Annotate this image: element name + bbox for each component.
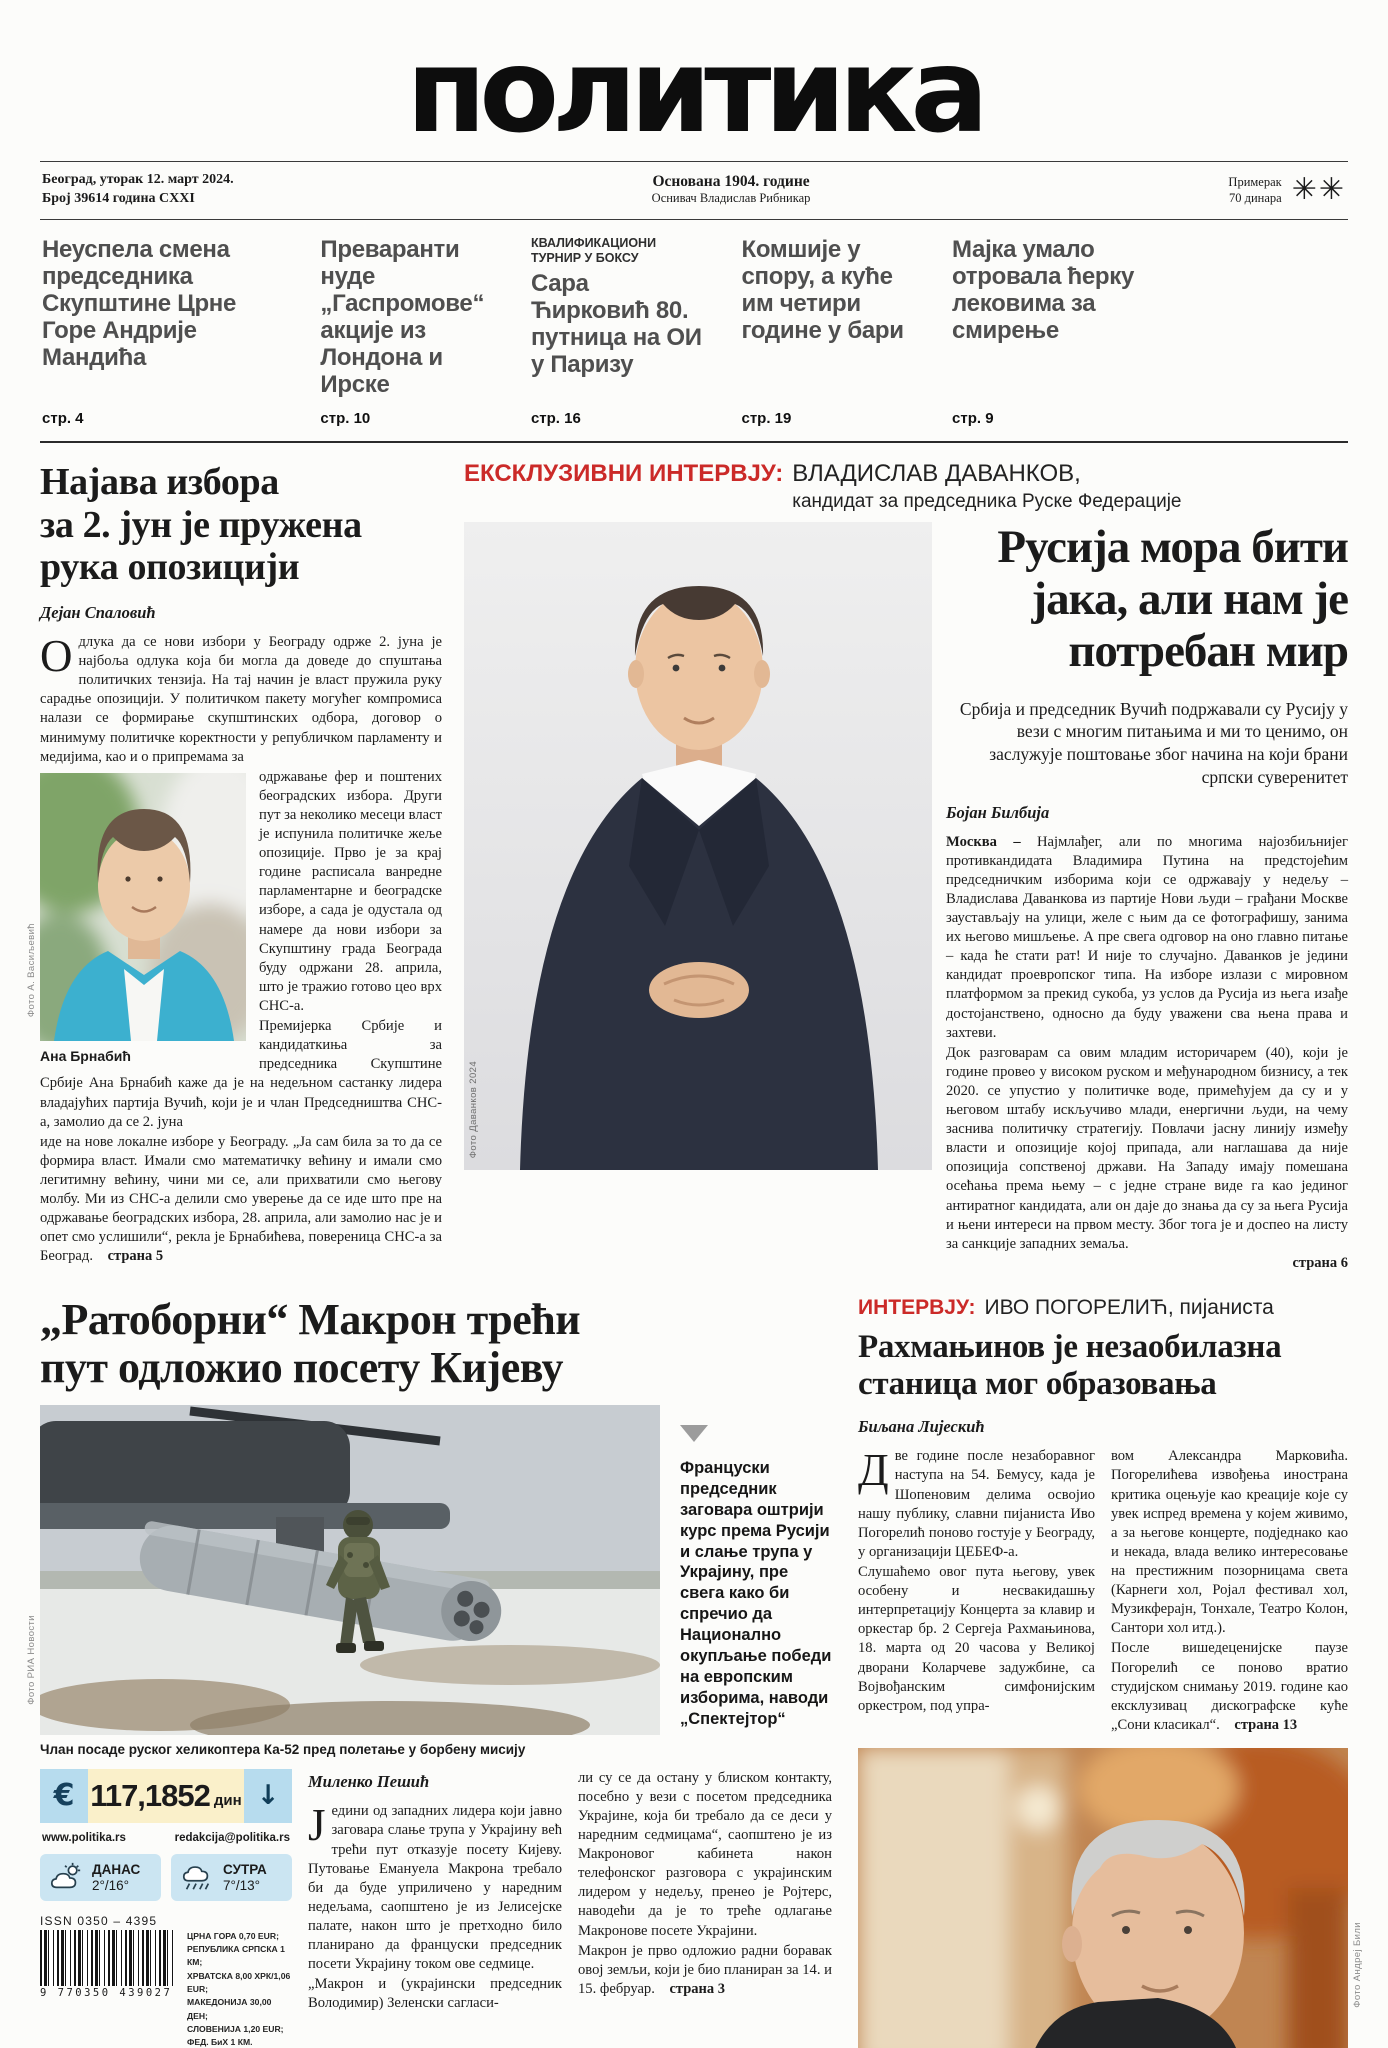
top-zone	[26, 460, 1349, 1272]
teaser-item	[42, 236, 288, 428]
teaser-title: Неуспела смена председника Скупштине Црне Горе Андрије Мандића	[42, 235, 237, 372]
column	[308, 1769, 562, 2048]
masthead-date: Београд, уторак 12. март 2024.	[42, 171, 234, 187]
article-pogorelic-byline: Биљана Лијескић	[858, 1417, 985, 1437]
davankov-illustration	[464, 522, 932, 1170]
email-link[interactable]: redakcija@politika.rs	[174, 1831, 290, 1844]
website-link[interactable]: www.politika.rs	[42, 1831, 126, 1844]
teaser-page-ref: стр. 4	[42, 410, 84, 428]
rain-cloud-icon	[180, 1862, 214, 1892]
photo-credit: Фото Даванков 2024	[468, 1061, 479, 1159]
teaser-item	[952, 236, 1152, 428]
weather-tomorrow	[171, 1854, 292, 1901]
article-macron-body	[308, 1769, 832, 2048]
photo-ana-brnabic-image	[40, 773, 246, 1041]
interview-kicker	[464, 461, 1348, 512]
teaser-page-ref: стр. 10	[320, 410, 371, 428]
teaser-item	[320, 236, 499, 428]
brnabic-illustration	[40, 773, 246, 1041]
page-reference: страна 5	[107, 1248, 164, 1265]
article-macron	[26, 1294, 832, 2048]
teaser-kicker: КВАЛИФИКАЦИОНИ ТУРНИР У БОКСУ	[530, 235, 657, 266]
interview-body	[946, 833, 1348, 1254]
paragraph: вом Александра Марковића. Погорелићева извођења инострана критика оцењује као креације које су увек испред времена у којем живимо, а за његове концерте, подједнако као и некада, влада велико интересовање на престижним позорницама света (Карнеги хол, Ројал фестивал хол, Музикферајн, Тонхале, Театро Колон, Сантори хол итд.).	[1111, 1448, 1348, 1637]
paragraph: Једини од западних лидера који јавно заговара слање трупа у Украјину већ трећи пут отказује посету Кијеву. Путовање Емануела Макрона требало би да буде уприличено у наредним недељама, саопштено је из Јелисејске палате, након што је претходно било планирано да француски председник посети Украјину током ове седмице.	[308, 1800, 562, 1973]
masthead-info-row	[40, 162, 1348, 219]
pull-quote: Француски председник заговара оштрији курс према Русији и слање трупа у Украјину, пре свега како би спречио да Национално окупљање победи на европским изборима, наводи „Спектејтор“	[680, 1405, 832, 1735]
photo-caption: Члан посаде руског хеликоптера Ка-52 пред полетање у борбену мисију	[40, 1741, 526, 1757]
masthead-issue-number: Број 39614 година CXXI	[42, 190, 195, 206]
paragraph: Две године после незаборавног наступа на 54. Бемусу, када је Шопеновим делима освојио нашу публику, славни пијаниста Иво Погорелић поново гостује у Београду, у организацији ЦЕБЕФ-а.	[858, 1445, 1095, 1560]
page-reference: страна 13	[1234, 1716, 1298, 1733]
interview-kicker	[858, 1296, 1348, 1320]
article-elections-headline: Најава избора за 2. јун је пружена рука опозицији	[40, 461, 362, 589]
interview-byline: Бојан Билбија	[946, 802, 1050, 822]
article-macron-byline: Миленко Пешић	[308, 1771, 430, 1791]
paragraph: иде на нове локалне изборе у Београду. „Ја сам била за то да се формира власт. Имали смо математичку већину и имали смо легитимну већину, чини ми се, али прихватили смо његову молбу. Ми из СНС-а делили смо уверење да се иде што пре на одржавање београдских избора, 28. априла, али замолио нас је и опет смо услишили“, рекла је Брнабићева, повереница СНС-а за Београд. страна 5	[40, 1133, 442, 1265]
masthead-founder: Оснивач Владислав Рибникар	[651, 191, 811, 206]
paragraph: Макрон је прво одложио радни боравак овој земљи, који је био планиран за 14. и 15. фебруар. страна 3	[578, 1942, 832, 1997]
masthead-date-block	[42, 171, 234, 209]
photo-credit: Фото Андреј Били	[1352, 1922, 1363, 2008]
pogorelic-illustration	[858, 1748, 1348, 2048]
paragraph: Москва – Најмлађег, али по многима најозбиљнијег противкандидата Владимира Путина на предстојећим председничким изборима који се одржавају у недељу – Владислава Даванкова из партије Нови људи – грађани Москве заустављају на улици, желе с њим да се фотографишу, занима их његово мишљење. А пре свега одговор на оно главно питање – када ће стати рат! И није то случајно. Даванков је једини кандидат проевропског типа. На изборе излази с мировном платформом за прекид сукоба, уз услов да Русија из њега изађе достојанствено, односно да буду уважени сва њена права и захтеви.	[946, 833, 1349, 1041]
masthead-founded: Основана 1904. године	[652, 173, 810, 191]
foreign-price-list: ЦРНА ГОРА 0,70 EUR; РЕПУБЛИКА СРПСКА 1 КМ; ХРВАТСКА 8,00 ХРК/1,06 EUR; МАКЕДОНИЈА 30,00 ДЕН; СЛОВЕНИЈА 1,20 EUR; ФЕД. БиХ 1 КМ.	[187, 1930, 291, 2048]
page-reference: страна 6	[1292, 1254, 1348, 1271]
photo-helicopter	[26, 1405, 660, 1735]
photo-caption: Ана Брнабић	[40, 1047, 131, 1064]
photo-credit: Фото РИА Новости	[26, 1614, 37, 1705]
kicker-label: ЕКСКЛУЗИВНИ ИНТЕРВЈУ:	[464, 460, 784, 488]
weather-temps: 2°/16°	[92, 1877, 130, 1893]
column	[1111, 1447, 1348, 1736]
photo-davankov	[464, 522, 932, 1170]
newspaper-logo: политика	[406, 24, 982, 159]
article-pogorelic-interview	[858, 1295, 1363, 2048]
dropcap: О	[40, 630, 73, 681]
weather-temps: 7°/13°	[223, 1877, 261, 1893]
article-elections-byline: Дејан Спаловић	[40, 602, 156, 622]
article-pogorelic-headline: Рахмањинов је незаобилазна станица мог образовања	[858, 1329, 1282, 1403]
masthead-founded-block	[652, 173, 811, 206]
article-macron-headline: „Ратоборни“ Макрон трећи пут одложио посету Кијеву	[40, 1294, 581, 1393]
masthead-price: Примерак 70 динара	[1228, 174, 1282, 205]
euro-icon: €	[40, 1769, 88, 1823]
teaser-page-ref: стр. 19	[741, 410, 792, 428]
paragraph: Слушаћемо овог пута његову, увек особену и несвакидашњу интерпретацију Концерта за клавир и оркестар бр. 2 Сергеја Рахмањинова, 18. марта од 20 часова у Великој дворани Коларчеве задужбине, са Војвођанским симфонијским оркестром, под упра-	[858, 1564, 1095, 1714]
photo-credit: Фото А. Васиљевић	[26, 922, 37, 1018]
weather-today	[40, 1854, 161, 1901]
teaser-title: Сара Ћирковић 80. путница на ОИ у Паризу	[530, 269, 702, 379]
barcode-block	[40, 1914, 174, 2048]
teaser-rule	[40, 441, 1348, 443]
column	[578, 1769, 832, 2048]
weather-label: ДАНАС	[92, 1861, 141, 1877]
column	[858, 1447, 1095, 1736]
teaser-row	[40, 220, 1348, 442]
paragraph: одржавање фер и поштених београдских избора. Други пут за неколико месеци власт је испунила политичке жеље опозиције. Прво је за крај године расписала ванредне парламентарне и београдске изборе, а сада је одустала од намере да нови избори за Скупштину града Београда буду одржани 28. априла, што је тражио готово цео врх СНС-а.	[259, 768, 442, 1015]
teaser-item	[531, 236, 710, 428]
kicker-label: ИНТЕРВЈУ:	[858, 1295, 976, 1319]
teaser-page-ref: стр. 16	[530, 410, 581, 428]
paragraph: „Макрон и (украјински председник Володимир) Зеленски сагласи-	[308, 1976, 562, 2012]
issn-number: ISSN 0350 – 4395	[40, 1913, 158, 1928]
teaser-page-ref: стр. 9	[952, 410, 994, 428]
barcode	[40, 1930, 174, 1986]
dropcap: Д	[858, 1445, 889, 1496]
interview-lead: Србија и председник Вучић подржавали су Русију у вези с многим питањима и ми то ценимо, он заслужује поштовање због начина на који брани српски суверенитет	[959, 698, 1348, 787]
interview-headline: Русија мора бити јака, али нам је потребан мир	[997, 521, 1348, 677]
arrow-down-icon: ↓	[244, 1769, 292, 1823]
article-elections-body	[26, 630, 442, 1267]
article-davankov-interview	[464, 461, 1348, 1272]
article-elections	[26, 461, 442, 1272]
exchange-rate-widget	[40, 1769, 292, 1823]
weather-widget	[40, 1854, 292, 1901]
paragraph: После вишедеценијске паузе Погорелић се поново вратио студијском снимању 2019. године као ексклузивац дискографске куће „Сони класикал“. страна 13	[1111, 1640, 1348, 1733]
teaser-title: Мајка умало отровала ћерку лековима за смирење	[952, 235, 1135, 344]
exchange-rate-value: 117,1852 дин	[88, 1769, 244, 1823]
teaser-item	[741, 236, 920, 428]
masthead-price-block	[1228, 172, 1346, 207]
bottom-zone	[26, 1294, 1363, 2048]
photo-pogorelic	[858, 1748, 1363, 2048]
page-reference: страна 3	[669, 1980, 726, 1997]
photo-ana-brnabic	[26, 773, 246, 1065]
paragraph: ли су се да остану у блиском контакту, посебно у вези с посетом председника Украјине, која би требало да се деси у наредним седмицама“, саопштено је из Макроновог кабинета након телефонског разговора с украјинским лидером у недељу, пренео је Ројтерс, наводећи да је то треће одлагање Макронове посете Украјини.	[578, 1769, 832, 1939]
kicker-subject: ВЛАДИСЛАВ ДАВАНКОВ, кандидат за председника Руске Федерације	[792, 460, 1182, 513]
sun-cloud-icon	[49, 1862, 83, 1892]
edition-stars-icon: ✳✳	[1291, 172, 1346, 208]
pullquote-triangle-icon	[680, 1425, 708, 1442]
teaser-title: Преваранти нуде „Гаспромове“ акције из Лондона и Ирске	[320, 235, 485, 399]
article-pogorelic-body	[858, 1447, 1348, 1736]
teaser-title: Комшије у спору, а куће им четири године у бари	[741, 235, 904, 344]
barcode-digits: 9 770350 439027	[40, 1986, 173, 1999]
paragraph: Док разговарам са овим младим историчарем (40), који је године провео у високом руском и међународном бизнису, а тек 2020. се упустио у политичке воде, примећујем да су и у његовом штабу искључиво млади, енергични људи, на чему заснива политичку стратегију. Повлачи јасну линију између власти и опозиције којој припада, али наглашава да није опозиција сопственој држави. На Западу имају помешана осећања према њему – с једне стране виде га као јединог антиратног кандидата, али он даје до знања да су за њега Русија и њени интереси на првом месту. Због тога је и доспео на листу за санкције западних земаља.	[946, 1044, 1348, 1252]
helicopter-illustration	[40, 1405, 660, 1735]
weather-label: СУТРА	[223, 1861, 267, 1877]
paragraph: Премијерка Србије и кандидаткиња за председника Скупштине Србије Ана Брнабић каже да је на недељном састанку лидера владајућих партија Вучић, који је и члан Председништва СНС-а, замолио да се 2. јуна	[40, 1018, 442, 1130]
paragraph: Одлука да се нови избори у Београду одрже 2. јуна је најбоља одлука која би могла да доведе до спуштања политичких тензија. На тај начин је власт пружила руку сарадње опозицији. У политичком пакету могућег компромиса налази се формирање скупштинских одбора, договор о минимуму политичке коректности у републичком парламенту и медијима, као и о припремама за	[40, 630, 442, 765]
dropcap: Ј	[308, 1800, 326, 1851]
kicker-subject: ИВО ПОГОРЕЛИЋ, пијаниста	[984, 1295, 1274, 1319]
front-page-infocol	[40, 1769, 292, 2048]
